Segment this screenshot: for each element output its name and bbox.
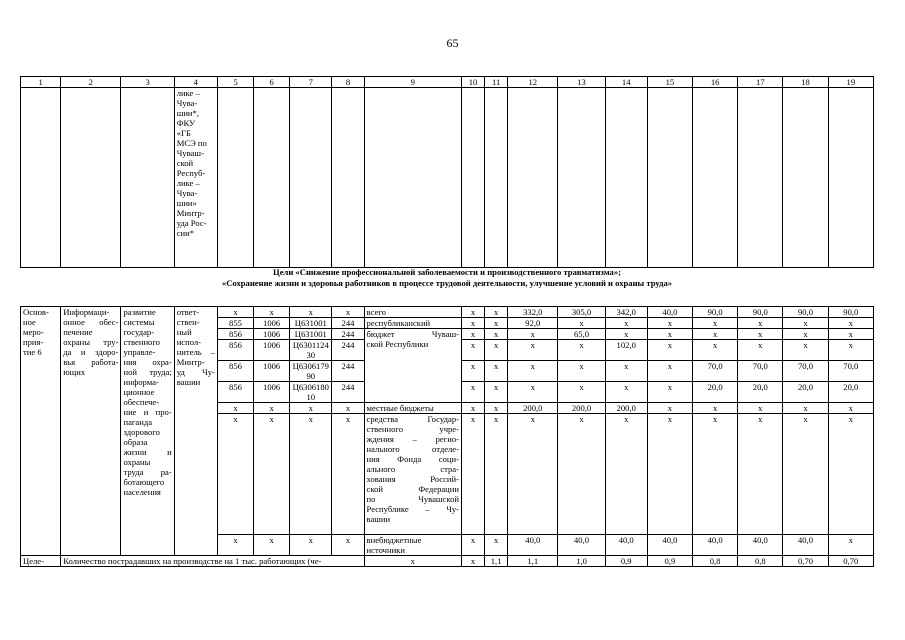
column-number-2: 2 <box>61 77 121 88</box>
continuation-table <box>20 76 874 268</box>
value-cell: 305,0 <box>558 307 605 318</box>
value-cell: 1006 <box>254 340 290 361</box>
value-cell: x <box>558 361 605 382</box>
text-line: ФКУ <box>176 118 196 128</box>
value-cell: x <box>558 414 605 535</box>
value-cell: x <box>605 361 647 382</box>
value-cell: x <box>738 329 783 340</box>
value-cell: x <box>485 535 508 556</box>
value-cell: x <box>828 535 873 556</box>
text-line: бюджет Чуваш- <box>366 329 459 339</box>
value-cell: x <box>558 318 605 329</box>
text-line: тие 6 <box>23 347 42 357</box>
budget-code <box>290 340 332 361</box>
text-line: ния охра- <box>123 357 172 367</box>
text-line: внебюджетные <box>366 535 422 545</box>
value-cell: x <box>254 535 290 556</box>
funding-source <box>364 329 461 403</box>
text-line: печение <box>63 327 93 337</box>
value-cell: 856 <box>217 329 253 340</box>
text-line: обеспече- <box>123 397 160 407</box>
value-cell: 40,0 <box>783 535 828 556</box>
budget-code: x <box>290 307 332 318</box>
goal-line-2: «Сохранение жизни и здоровья работников в процессе трудовой деятельности, улучшение условий и охраны труда» <box>221 278 673 288</box>
text-line: Основ- <box>23 307 49 317</box>
text-line: Информаци- <box>63 307 110 317</box>
text-line: вашии <box>366 514 391 524</box>
value-cell: x <box>461 382 484 403</box>
text-line: труда ра- <box>123 467 172 477</box>
text-line: сии* <box>176 228 195 238</box>
text-line: Ц6301124 <box>292 340 329 350</box>
column-number-14: 14 <box>605 77 647 88</box>
value-cell: 1006 <box>254 329 290 340</box>
continuation-col4-text <box>174 88 217 268</box>
funding-source <box>364 414 461 535</box>
financing-row <box>21 307 874 318</box>
column-number-1: 1 <box>21 77 61 88</box>
text-line: ствен- <box>176 317 200 327</box>
column-number-9: 9 <box>364 77 461 88</box>
value-cell: 40,0 <box>605 535 647 556</box>
value-cell: x <box>605 382 647 403</box>
indicator-value: x <box>364 556 461 567</box>
column-number-12: 12 <box>508 77 558 88</box>
text-line: МСЭ по <box>176 138 207 148</box>
funding-source: республиканский <box>364 318 461 329</box>
indicator-value: 0,70 <box>828 556 873 567</box>
text-line: паганда <box>123 417 153 427</box>
text-line: уд Чу- <box>176 367 215 377</box>
value-cell: x <box>508 361 558 382</box>
indicator-value: 1,0 <box>558 556 605 567</box>
value-cell: 1006 <box>254 318 290 329</box>
value-cell: x <box>508 329 558 340</box>
value-cell: x <box>738 403 783 414</box>
value-cell: 855 <box>217 318 253 329</box>
text-line: ственного <box>123 337 160 347</box>
value-cell: x <box>508 414 558 535</box>
value-cell: x <box>738 414 783 535</box>
text-line: ботающего <box>123 477 165 487</box>
value-cell: x <box>647 340 692 361</box>
text-line: меро- <box>23 327 44 337</box>
value-cell: x <box>461 535 484 556</box>
value-cell: 90,0 <box>783 307 828 318</box>
value-cell: x <box>485 307 508 318</box>
text-line: шии» <box>176 198 197 208</box>
value-cell: x <box>738 318 783 329</box>
measure-table <box>20 306 874 567</box>
goal-heading <box>20 267 874 289</box>
column-number-6: 6 <box>254 77 290 88</box>
text-line: ждения – регио- <box>366 434 459 444</box>
value-cell: x <box>605 414 647 535</box>
value-cell: x <box>332 307 364 318</box>
indicator-value: 0,9 <box>647 556 692 567</box>
value-cell: x <box>217 403 253 414</box>
budget-code: x <box>290 414 332 535</box>
value-cell: 20,0 <box>828 382 873 403</box>
text-line: ской Федерации <box>366 484 459 494</box>
indicator-value: 0,70 <box>783 556 828 567</box>
column-number-13: 13 <box>558 77 605 88</box>
column-number-7: 7 <box>290 77 332 88</box>
value-cell: x <box>461 414 484 535</box>
value-cell: 342,0 <box>605 307 647 318</box>
measure-type <box>21 307 61 556</box>
responsible-executor <box>174 307 217 556</box>
text-line: хования Россий- <box>366 474 459 484</box>
text-line: образа <box>123 437 148 447</box>
column-number-16: 16 <box>693 77 738 88</box>
text-line: Минтр- <box>176 357 205 367</box>
text-line: ния Фонда соци- <box>366 454 459 464</box>
text-line: населения <box>123 487 161 497</box>
value-cell: x <box>461 318 484 329</box>
column-number-4: 4 <box>174 77 217 88</box>
indicator-value: 0,8 <box>738 556 783 567</box>
text-line: Чува- <box>176 188 198 198</box>
value-cell: 1006 <box>254 382 290 403</box>
value-cell: 244 <box>332 318 364 329</box>
value-cell: x <box>461 307 484 318</box>
text-line: здорового <box>123 427 160 437</box>
value-cell: x <box>783 414 828 535</box>
text-line: Минтр- <box>176 208 205 218</box>
indicator-value: 0,8 <box>693 556 738 567</box>
value-cell: x <box>647 403 692 414</box>
column-number-17: 17 <box>738 77 783 88</box>
value-cell: x <box>693 329 738 340</box>
text-line: охраны тру- <box>63 337 119 347</box>
value-cell: x <box>508 340 558 361</box>
value-cell: x <box>693 318 738 329</box>
value-cell: x <box>783 329 828 340</box>
value-cell: 20,0 <box>783 382 828 403</box>
column-number-10: 10 <box>461 77 484 88</box>
text-line: ние и про- <box>123 407 172 417</box>
value-cell: x <box>647 414 692 535</box>
text-line: развитие <box>123 307 156 317</box>
value-cell: x <box>461 329 484 340</box>
text-line: Ц6306180 <box>292 382 329 392</box>
column-number-15: 15 <box>647 77 692 88</box>
budget-code: x <box>290 403 332 414</box>
value-cell: x <box>254 403 290 414</box>
budget-code: x <box>290 535 332 556</box>
value-cell: x <box>332 403 364 414</box>
text-line: да и здоро- <box>63 347 119 357</box>
value-cell: 856 <box>217 361 253 382</box>
budget-code: Ц631001 <box>290 329 332 340</box>
value-cell: 65,0 <box>558 329 605 340</box>
value-cell: x <box>485 414 508 535</box>
text-line: государ- <box>123 327 155 337</box>
value-cell: x <box>647 329 692 340</box>
value-cell: 90,0 <box>828 307 873 318</box>
value-cell: 20,0 <box>738 382 783 403</box>
value-cell: x <box>485 403 508 414</box>
text-line: источники <box>366 545 405 555</box>
indicator-value: 0,9 <box>605 556 647 567</box>
value-cell: x <box>558 340 605 361</box>
text-line: Чува- <box>176 98 198 108</box>
value-cell: 244 <box>332 329 364 340</box>
value-cell: x <box>332 414 364 535</box>
indicator-name: Количество пострадавших на производстве на 1 тыс. работающих (че- <box>61 556 364 567</box>
value-cell: 40,0 <box>693 535 738 556</box>
value-cell: 1006 <box>254 361 290 382</box>
value-cell: 40,0 <box>508 535 558 556</box>
value-cell: x <box>332 535 364 556</box>
text-line: управле- <box>123 347 156 357</box>
value-cell: x <box>485 329 508 340</box>
value-cell: x <box>485 340 508 361</box>
value-cell: x <box>558 382 605 403</box>
column-number-19: 19 <box>828 77 873 88</box>
text-line: шии*, <box>176 108 199 118</box>
value-cell: x <box>254 414 290 535</box>
text-line: Чуваш- <box>176 148 204 158</box>
value-cell: 40,0 <box>647 307 692 318</box>
value-cell: x <box>461 403 484 414</box>
measure-tasks <box>121 307 174 556</box>
text-line: вашии <box>176 377 201 387</box>
value-cell: x <box>485 382 508 403</box>
value-cell: x <box>605 318 647 329</box>
value-cell: x <box>738 340 783 361</box>
value-cell: x <box>828 340 873 361</box>
text-line: ального стра- <box>366 464 459 474</box>
text-line: прия- <box>23 337 44 347</box>
value-cell: 244 <box>332 361 364 382</box>
value-cell: x <box>693 340 738 361</box>
text-line: ственного учре- <box>366 424 459 434</box>
value-cell: x <box>828 403 873 414</box>
value-cell: x <box>828 318 873 329</box>
budget-code: Ц631001 <box>290 318 332 329</box>
value-cell: x <box>783 318 828 329</box>
value-cell: x <box>461 361 484 382</box>
value-cell: 200,0 <box>605 403 647 414</box>
column-number-header <box>21 77 874 88</box>
text-line: уда Рос- <box>176 218 207 228</box>
funding-source: всего <box>364 307 461 318</box>
value-cell: 20,0 <box>693 382 738 403</box>
text-line: Республике – Чу- <box>366 504 459 514</box>
value-cell: 244 <box>332 382 364 403</box>
text-line: «ГБ <box>176 128 191 138</box>
measure-name <box>61 307 121 556</box>
value-cell: x <box>828 329 873 340</box>
value-cell: 200,0 <box>558 403 605 414</box>
value-cell: 40,0 <box>647 535 692 556</box>
value-cell: x <box>828 414 873 535</box>
budget-code <box>290 361 332 382</box>
value-cell: x <box>693 403 738 414</box>
value-cell: 244 <box>332 340 364 361</box>
goal-line-1: Цели «Снижение профессиональной заболеваемости и производственного травматизма»; <box>273 267 621 277</box>
indicator-value: x <box>461 556 484 567</box>
text-line: ной труда; <box>123 367 172 377</box>
funding-source: местные бюджеты <box>364 403 461 414</box>
budget-code <box>290 382 332 403</box>
continuation-row <box>21 88 874 268</box>
value-cell: x <box>217 535 253 556</box>
text-line: по Чувашской <box>366 494 459 504</box>
value-cell: 70,0 <box>783 361 828 382</box>
text-line: ционное <box>123 387 155 397</box>
value-cell: 102,0 <box>605 340 647 361</box>
column-number-18: 18 <box>783 77 828 88</box>
text-line: ской Республики <box>366 339 429 349</box>
value-cell: 90,0 <box>738 307 783 318</box>
text-line: информа- <box>123 377 159 387</box>
text-line: ное <box>23 317 36 327</box>
column-number-5: 5 <box>217 77 253 88</box>
value-cell: x <box>693 414 738 535</box>
indicator-value: 1,1 <box>508 556 558 567</box>
text-line: лике – <box>176 88 200 98</box>
funding-source <box>364 535 461 556</box>
value-cell: 40,0 <box>738 535 783 556</box>
text-line: ответ- <box>176 307 200 317</box>
value-cell: 856 <box>217 382 253 403</box>
text-line: ской <box>176 158 194 168</box>
text-line: 10 <box>306 392 316 402</box>
text-line: средства Государ- <box>366 414 459 424</box>
value-cell: x <box>783 403 828 414</box>
text-line: испол- <box>176 337 202 347</box>
value-cell: 70,0 <box>693 361 738 382</box>
value-cell: x <box>461 340 484 361</box>
text-line: нитель – <box>176 347 215 357</box>
value-cell: 40,0 <box>558 535 605 556</box>
value-cell: x <box>647 318 692 329</box>
text-line: вья работа- <box>63 357 119 367</box>
column-number-3: 3 <box>121 77 174 88</box>
value-cell: x <box>254 307 290 318</box>
target-indicator-row <box>21 556 874 567</box>
value-cell: x <box>485 361 508 382</box>
text-line: системы <box>123 317 155 327</box>
value-cell: x <box>647 361 692 382</box>
text-line: лике – <box>176 178 200 188</box>
text-line: ющих <box>63 367 86 377</box>
column-number-8: 8 <box>332 77 364 88</box>
text-line: Респуб- <box>176 168 206 178</box>
text-line: 30 <box>306 350 316 360</box>
column-number-11: 11 <box>485 77 508 88</box>
text-line: 90 <box>306 371 316 381</box>
text-line: охраны <box>123 457 151 467</box>
value-cell: x <box>217 307 253 318</box>
value-cell: 200,0 <box>508 403 558 414</box>
value-cell: 856 <box>217 340 253 361</box>
value-cell: x <box>485 318 508 329</box>
value-cell: 90,0 <box>693 307 738 318</box>
value-cell: x <box>783 340 828 361</box>
text-line: Ц6306179 <box>292 361 329 371</box>
value-cell: x <box>217 414 253 535</box>
value-cell: 70,0 <box>828 361 873 382</box>
indicator-value: 1,1 <box>485 556 508 567</box>
text-line: онное обес- <box>63 317 119 327</box>
indicator-type: Целе- <box>21 556 61 567</box>
text-line: ный <box>176 327 192 337</box>
value-cell: 332,0 <box>508 307 558 318</box>
value-cell: 70,0 <box>738 361 783 382</box>
value-cell: 92,0 <box>508 318 558 329</box>
text-line: нального отделе- <box>366 444 459 454</box>
page-number: 65 <box>446 36 459 50</box>
value-cell: x <box>605 329 647 340</box>
text-line: жизни и <box>123 447 172 457</box>
value-cell: x <box>647 382 692 403</box>
value-cell: x <box>508 382 558 403</box>
